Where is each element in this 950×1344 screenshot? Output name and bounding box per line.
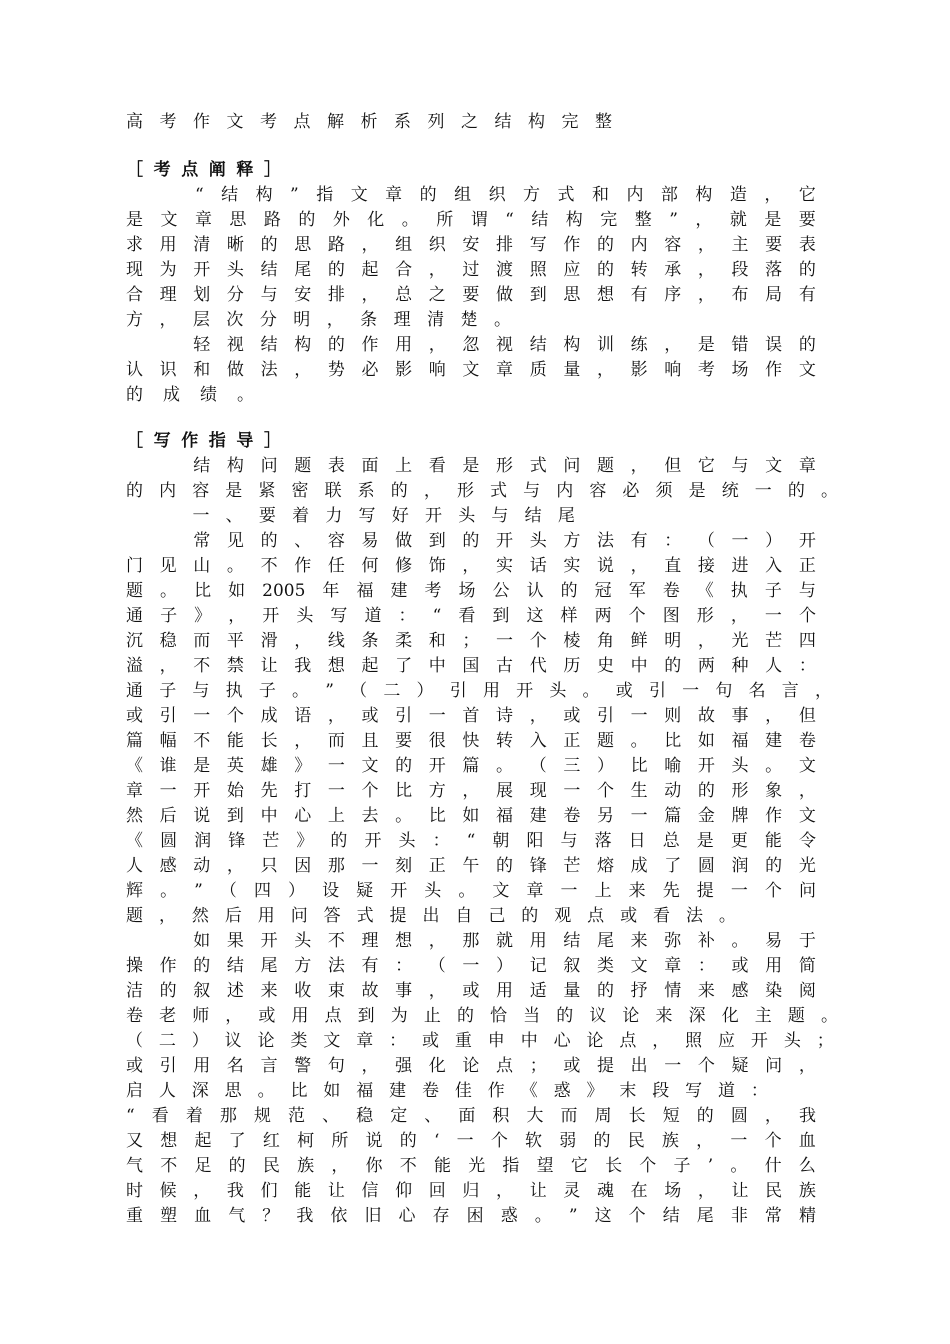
paragraph-line: 又 想 起 了 红 柯 所 说 的 ‘ 一 个 软 弱 的 民 族 ， 一 个 血	[126, 1131, 816, 1151]
paragraph-line: 重 塑 血 气 ？ 我 依 旧 心 存 困 惑 。 ” 这 个 结 尾 非 常 精	[126, 1206, 816, 1226]
paragraph-line: 篇 幅 不 能 长 ， 而 且 要 很 快 转 入 正 题 。 比 如 福 建 卷	[126, 731, 816, 751]
paragraph-line: 溢 ， 不 禁 让 我 想 起 了 中 国 古 代 历 史 中 的 两 种 人 ：	[126, 656, 816, 676]
paragraph-line: 操 作 的 结 尾 方 法 有 ： （ 一 ） 记 叙 类 文 章 ： 或 用 简	[126, 956, 816, 976]
paragraph-line: 卷 老 师 ， 或 用 点 到 为 止 的 恰 当 的 议 论 来 深 化 主 题 。	[126, 1006, 838, 1026]
paragraph-line: 章 一 开 始 先 打 一 个 比 方 ， 展 现 一 个 生 动 的 形 象 ，	[126, 781, 816, 801]
paragraph-line: 辉 。 ” （ 四 ） 设 疑 开 头 。 文 章 一 上 来 先 提 一 个 问	[126, 881, 816, 901]
paragraph-line: 沉 稳 而 平 滑 ， 线 条 柔 和 ； 一 个 棱 角 鲜 明 ， 光 芒 四	[126, 631, 816, 651]
paragraph-line: 时 候 ， 我 们 能 让 信 仰 回 归 ， 让 灵 魂 在 场 ， 让 民 族	[126, 1181, 816, 1201]
paragraph-line: 轻 视 结 构 的 作 用 ， 忽 视 结 构 训 练 ， 是 错 误 的	[193, 335, 816, 355]
paragraph-line: 的 成 绩 。	[126, 385, 254, 405]
paragraph-line: 人 感 动 ， 只 因 那 一 刻 正 午 的 锋 芒 熔 成 了 圆 润 的 光	[126, 856, 816, 876]
paragraph-line: 洁 的 叙 述 来 收 束 故 事 ， 或 用 适 量 的 抒 情 来 感 染 阅	[126, 981, 816, 1001]
subheading-line: 一 、 要 着 力 写 好 开 头 与 结 尾	[192, 506, 575, 526]
paragraph-line: 方 ， 层 次 分 明 ， 条 理 清 楚 。	[126, 310, 511, 330]
paragraph-line: 通 子 与 执 子 。 ” （ 二 ） 引 用 开 头 。 或 引 一 句 名 言 ，	[126, 681, 832, 701]
paragraph-line: 气 不 足 的 民 族 ， 你 不 能 光 指 望 它 长 个 子 ’ 。 什 么	[126, 1156, 816, 1176]
paragraph-line: 的 内 容 是 紧 密 联 系 的 ， 形 式 与 内 容 必 须 是 统 一 的 。	[126, 481, 838, 501]
paragraph-line: 求 用 清 晰 的 思 路 ， 组 织 安 排 写 作 的 内 容 ， 主 要 表	[126, 235, 816, 255]
paragraph-line: （ 二 ） 议 论 类 文 章 ： 或 重 申 中 心 论 点 ， 照 应 开 头 ；	[126, 1031, 834, 1051]
paragraph-line: 结 构 问 题 表 面 上 看 是 形 式 问 题 ， 但 它 与 文 章	[193, 456, 816, 476]
document-title: 高 考 作 文 考 点 解 析 系 列 之 结 构 完 整	[126, 112, 612, 132]
section-heading-explanation: ［ 考 点 阐 释 ］	[126, 160, 281, 180]
paragraph-line: 合 理 划 分 与 安 排 ， 总 之 要 做 到 思 想 有 序 ， 布 局 有	[126, 285, 816, 305]
paragraph-line: “ 结 构 ” 指 文 章 的 组 织 方 式 和 内 部 构 造 ， 它	[194, 185, 816, 205]
paragraph-line: 门 见 山 。 不 作 任 何 修 饰 ， 实 话 实 说 ， 直 接 进 入 正	[126, 556, 816, 576]
paragraph-line: 启 人 深 思 。 比 如 福 建 卷 佳 作 《 惑 》 末 段 写 道 ：	[126, 1081, 768, 1101]
paragraph-line: 题 ， 然 后 用 问 答 式 提 出 自 己 的 观 点 或 看 法 。	[126, 906, 736, 926]
paragraph-line: 是 文 章 思 路 的 外 化 。 所 谓 “ 结 构 完 整 ” ， 就 是 要	[126, 210, 816, 230]
paragraph-line: 常 见 的 、 容 易 做 到 的 开 头 方 法 有 ： （ 一 ） 开	[193, 531, 816, 551]
paragraph-line: 现 为 开 头 结 尾 的 起 合 ， 过 渡 照 应 的 转 承 ， 段 落 的	[126, 260, 816, 280]
paragraph-line: 通 子 》 ， 开 头 写 道 ： “ 看 到 这 样 两 个 图 形 ， 一 个	[126, 606, 816, 626]
paragraph-line: 《 谁 是 英 雄 》 一 文 的 开 篇 。 （ 三 ） 比 喻 开 头 。 文	[126, 756, 816, 776]
paragraph-line: “ 看 着 那 规 范 、 稳 定 、 面 积 大 而 周 长 短 的 圆 ， 我	[126, 1106, 816, 1126]
paragraph-line: 然 后 说 到 中 心 上 去 。 比 如 福 建 卷 另 一 篇 金 牌 作 文	[126, 806, 816, 826]
paragraph-line: 或 引 一 个 成 语 ， 或 引 一 首 诗 ， 或 引 一 则 故 事 ， 但	[126, 706, 816, 726]
paragraph-line: 如 果 开 头 不 理 想 ， 那 就 用 结 尾 来 弥 补 。 易 于	[193, 931, 816, 951]
section-heading-guidance: ［ 写 作 指 导 ］	[126, 431, 281, 451]
paragraph-line: 或 引 用 名 言 警 句 ， 强 化 论 点 ； 或 提 出 一 个 疑 问 ，	[126, 1056, 816, 1076]
paragraph-line: 认 识 和 做 法 ， 势 必 影 响 文 章 质 量 ， 影 响 考 场 作 文	[126, 360, 816, 380]
paragraph-line: 《 圆 润 锋 芒 》 的 开 头 ： “ 朝 阳 与 落 日 总 是 更 能 令	[126, 831, 816, 851]
paragraph-line: 题 。 比 如 2005 年 福 建 考 场 公 认 的 冠 军 卷 《 执 子 与	[126, 581, 816, 601]
